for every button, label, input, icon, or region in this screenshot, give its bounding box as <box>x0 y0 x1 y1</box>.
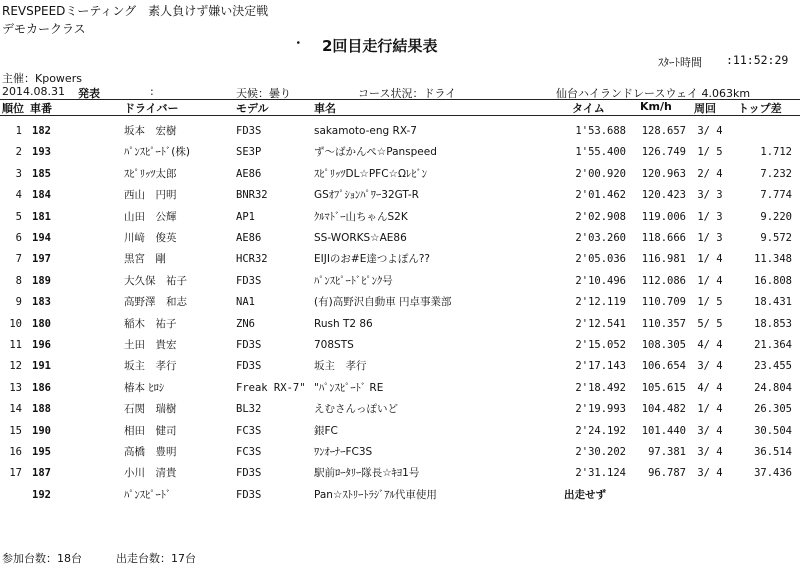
row-speed: 101.440 <box>641 424 686 437</box>
row-driver: ﾊﾟﾝｽﾋﾟｰﾄﾞ(株) <box>124 146 190 159</box>
row-model: AE86 <box>236 232 262 244</box>
row-car-name: Pan☆ｽﾄﾘｰﾄﾗｼﾞｱﾙ代車使用 <box>314 488 437 501</box>
row-time: 2'31.124 <box>575 467 626 480</box>
row-lap: 3/ 4 <box>697 360 723 373</box>
table-row <box>0 338 800 354</box>
table-row <box>0 145 800 161</box>
row-lap: 5/ 5 <box>697 317 723 330</box>
row-pos: 15 <box>9 424 22 437</box>
row-car-name: えむさんっぽいど <box>314 403 398 416</box>
row-car-no: 189 <box>32 274 51 287</box>
row-driver: 石関 瑞樹 <box>124 403 177 416</box>
row-speed: 112.086 <box>641 274 686 287</box>
row-car-name: ﾊﾟﾝｽﾋﾟｰﾄﾞﾋﾟﾝｸ号 <box>314 274 393 287</box>
row-lap: 1/ 5 <box>697 296 723 309</box>
row-car-name: EIJIのお#E達つよぽん?? <box>314 253 431 266</box>
row-speed: 97.381 <box>648 446 686 458</box>
table-row <box>0 167 800 183</box>
row-gap: 23.455 <box>754 360 792 373</box>
row-model: FC3S <box>236 446 262 458</box>
row-time: 1'55.400 <box>575 146 626 159</box>
row-driver: 高野澤 和志 <box>124 296 187 309</box>
row-model: FD3S <box>236 339 262 351</box>
row-time: 2'05.036 <box>575 253 626 266</box>
table-row <box>0 381 800 397</box>
row-car-no: 181 <box>32 210 51 223</box>
row-pos: 5 <box>15 210 22 223</box>
row-time: 2'30.202 <box>575 446 626 458</box>
row-model: AE86 <box>236 167 262 180</box>
row-car-name: sakamoto-eng RX-7 <box>314 125 417 137</box>
row-gap: 21.364 <box>754 339 792 351</box>
row-car-no: 195 <box>32 446 51 458</box>
row-lap: 1/ 3 <box>697 232 723 244</box>
row-car-no: 194 <box>32 232 51 244</box>
row-time: 1'53.688 <box>575 125 626 137</box>
row-car-name: ｽﾋﾟﾘｯﾂDL☆PFC☆Ωﾚﾋﾞﾝ <box>314 167 427 180</box>
row-pos: 13 <box>9 381 22 394</box>
row-lap: 1/ 5 <box>697 146 723 159</box>
row-model: FD3S <box>236 125 262 137</box>
row-model: FC3S <box>236 424 262 437</box>
row-car-no: 185 <box>32 167 51 180</box>
row-speed: 128.657 <box>641 125 686 137</box>
row-car-name: 708STS <box>314 339 354 351</box>
row-gap: 36.514 <box>754 446 792 458</box>
start-time: :11:52:29 <box>726 53 789 67</box>
row-driver: 大久保 祐子 <box>124 274 187 287</box>
row-model: BL32 <box>236 403 262 416</box>
row-car-no: 192 <box>32 488 51 501</box>
weather: 天候：曇り <box>236 87 291 100</box>
row-speed: 118.666 <box>641 232 686 244</box>
row-model: HCR32 <box>236 253 268 266</box>
row-car-name: 坂主 孝行 <box>314 360 367 373</box>
row-car-no: 180 <box>32 317 51 330</box>
row-model: BNR32 <box>236 189 268 202</box>
row-driver: 川﨑 俊英 <box>124 232 177 244</box>
row-time: 2'17.143 <box>575 360 626 373</box>
row-driver: 椿本 ﾋﾛｼ <box>124 381 165 394</box>
row-time: 2'18.492 <box>575 381 626 394</box>
row-time: 2'19.993 <box>575 403 626 416</box>
table-row <box>0 188 800 204</box>
circuit-name: 仙台ハイランドレースウェイ 4.063km <box>556 87 751 100</box>
row-gap: 30.504 <box>754 424 792 437</box>
row-car-no: 193 <box>32 146 51 159</box>
col-lap: 周回 <box>694 102 716 115</box>
header-rule-bottom <box>0 115 800 116</box>
row-gap: 11.348 <box>754 253 792 266</box>
row-speed: 126.749 <box>641 146 686 159</box>
row-time: 2'02.908 <box>575 210 626 223</box>
row-car-no: 197 <box>32 253 51 266</box>
row-model: AP1 <box>236 210 255 223</box>
col-gap: トップ差 <box>738 102 782 115</box>
col-speed: Km/h <box>640 100 672 113</box>
row-car-name: Rush T2 86 <box>314 317 373 330</box>
row-pos: 2 <box>15 146 22 159</box>
row-lap: 1/ 4 <box>697 403 723 416</box>
table-row <box>0 124 800 140</box>
row-car-no: 184 <box>32 189 51 202</box>
row-car-no: 196 <box>32 339 51 351</box>
row-gap: 7.774 <box>760 189 792 202</box>
row-pos: 6 <box>15 232 22 244</box>
row-gap: 1.712 <box>760 146 792 159</box>
col-car-no: 車番 <box>30 102 52 115</box>
col-car-name: 車名 <box>314 102 336 115</box>
row-car-name: 駅前ﾛｰﾀﾘｰ隊長☆ｷﾖ1号 <box>314 467 420 480</box>
row-gap: 18.853 <box>754 317 792 330</box>
table-row <box>0 359 800 375</box>
table-row <box>0 252 800 268</box>
entries-count: 参加台数：18台 <box>2 552 82 565</box>
row-lap: 2/ 4 <box>697 167 723 180</box>
announce-label: 発表 <box>78 87 100 100</box>
row-gap: 9.220 <box>760 210 792 223</box>
row-pos: 16 <box>9 446 22 458</box>
row-driver: ﾊﾟﾝｽﾋﾟｰﾄﾞ <box>124 488 172 501</box>
row-model: Freak RX-7" <box>236 381 306 394</box>
row-speed: 108.305 <box>641 339 686 351</box>
row-car-no: 186 <box>32 381 51 394</box>
row-pos: 14 <box>9 403 22 416</box>
row-speed: 96.787 <box>648 467 686 480</box>
start-time-label: ｽﾀｰﾄ時間 <box>658 56 702 69</box>
row-time: 2'12.541 <box>575 317 626 330</box>
row-driver: 黒宮 剛 <box>124 253 166 266</box>
row-pos: 1 <box>15 125 22 137</box>
row-lap: 1/ 4 <box>697 253 723 266</box>
row-driver: 相田 健司 <box>124 424 177 437</box>
row-lap: 1/ 3 <box>697 210 723 223</box>
row-gap: 37.436 <box>754 467 792 480</box>
row-car-name: SS-WORKS☆AE86 <box>314 232 407 244</box>
row-driver: 稲木 祐子 <box>124 317 177 330</box>
row-car-no: 188 <box>32 403 51 416</box>
row-speed: 110.357 <box>641 317 686 330</box>
page-title: 2回目走行結果表 <box>322 37 438 55</box>
row-model: FD3S <box>236 488 262 501</box>
row-lap: 3/ 4 <box>697 446 723 458</box>
row-lap: 3/ 4 <box>697 424 723 437</box>
table-row <box>0 445 800 461</box>
row-speed: 120.423 <box>641 189 686 202</box>
row-gap: 26.305 <box>754 403 792 416</box>
row-speed: 105.615 <box>641 381 686 394</box>
table-row <box>0 274 800 290</box>
col-driver: ドライバー <box>124 102 179 115</box>
row-driver: 土田 貴宏 <box>124 339 177 351</box>
row-time: 2'03.260 <box>575 232 626 244</box>
row-time: 2'12.119 <box>575 296 626 309</box>
row-lap: 3/ 3 <box>697 189 723 202</box>
row-lap: 4/ 4 <box>697 381 723 394</box>
row-car-name: "ﾊﾟﾝｽﾋﾟｰﾄﾞ RE <box>314 381 384 394</box>
class-name: デモカークラス <box>2 22 86 36</box>
row-pos: 12 <box>9 360 22 373</box>
row-speed: 106.654 <box>641 360 686 373</box>
row-model: ZN6 <box>236 317 255 330</box>
row-time: 2'01.462 <box>575 189 626 202</box>
row-driver: 西山 円明 <box>124 189 177 202</box>
row-pos: 17 <box>9 467 22 480</box>
col-pos: 順位 <box>2 102 24 115</box>
row-car-no: 187 <box>32 467 51 480</box>
row-car-name: 銀FC <box>314 424 338 437</box>
row-pos: 7 <box>15 253 22 266</box>
row-gap: 9.572 <box>760 232 792 244</box>
row-lap: 4/ 4 <box>697 339 723 351</box>
table-row <box>0 317 800 333</box>
row-car-no: 183 <box>32 296 51 309</box>
table-row <box>0 210 800 226</box>
event-name: REVSPEEDミーティング 素人負けず嫌い決定戦 <box>2 4 269 18</box>
row-driver: ｽﾋﾟﾘｯﾂ太郎 <box>124 167 177 180</box>
row-speed: 104.482 <box>641 403 686 416</box>
table-row <box>0 488 800 504</box>
row-model: FD3S <box>236 274 262 287</box>
row-speed: 120.963 <box>641 167 686 180</box>
table-row <box>0 295 800 311</box>
row-car-name: (有)高野沢自動車 円卓事業部 <box>314 296 452 309</box>
row-pos: 10 <box>9 317 22 330</box>
row-driver: 小川 清貴 <box>124 467 177 480</box>
course-status: コース状況：ドライ <box>358 87 457 100</box>
row-car-name: ｸﾙﾏﾄﾞｰ山ちゃんS2K <box>314 210 408 223</box>
row-car-no: 182 <box>32 125 51 137</box>
date: 2014.08.31 <box>2 85 65 98</box>
row-lap: 3/ 4 <box>697 125 723 137</box>
row-model: NA1 <box>236 296 255 309</box>
row-driver: 坂主 孝行 <box>124 360 177 373</box>
row-speed: 119.006 <box>641 210 686 223</box>
row-gap: 18.431 <box>754 296 792 309</box>
row-car-name: ﾜﾝｵｰﾅｰFC3S <box>314 446 373 458</box>
row-car-no: 190 <box>32 424 51 437</box>
table-row <box>0 402 800 418</box>
col-model: モデル <box>236 102 269 115</box>
row-time: 2'10.496 <box>575 274 626 287</box>
row-model: FD3S <box>236 360 262 373</box>
row-gap: 16.808 <box>754 274 792 287</box>
row-gap: 7.232 <box>760 167 792 180</box>
row-gap: 24.804 <box>754 381 792 394</box>
row-car-no: 191 <box>32 360 51 373</box>
col-time: タイム <box>572 102 605 115</box>
row-model: SE3P <box>236 146 262 159</box>
table-row <box>0 466 800 482</box>
row-pos: 3 <box>15 167 22 180</box>
starters-count: 出走台数：17台 <box>116 552 196 565</box>
row-time: 2'24.192 <box>575 424 626 437</box>
row-driver: 山田 公輝 <box>124 210 177 223</box>
row-lap: 1/ 4 <box>697 274 723 287</box>
row-time: 2'00.920 <box>575 167 626 180</box>
row-driver: 坂本 宏樹 <box>124 125 177 137</box>
table-row <box>0 231 800 247</box>
table-row <box>0 424 800 440</box>
row-speed: 110.709 <box>641 296 686 309</box>
row-car-name: ず〜ばかんぺ☆Panspeed <box>314 146 437 159</box>
row-car-name: GSｵﾌﾟｼｮﾝﾊﾟﾜｰ32GT-R <box>314 189 419 202</box>
title-mark: ． <box>296 29 312 47</box>
row-driver: 高橋 豊明 <box>124 446 177 458</box>
row-pos: 4 <box>15 189 22 202</box>
row-speed: 116.981 <box>641 253 686 266</box>
row-time: 2'15.052 <box>575 339 626 351</box>
announce-colon: : <box>150 85 154 98</box>
organizer: 主催：Kpowers <box>2 72 82 85</box>
row-pos: 8 <box>15 274 22 287</box>
row-lap: 3/ 4 <box>697 467 723 480</box>
row-model: FD3S <box>236 467 262 480</box>
header-rule-top <box>0 99 800 100</box>
row-pos: 11 <box>9 339 22 351</box>
row-pos: 9 <box>15 296 22 309</box>
row-time: 出走せず <box>564 488 606 501</box>
